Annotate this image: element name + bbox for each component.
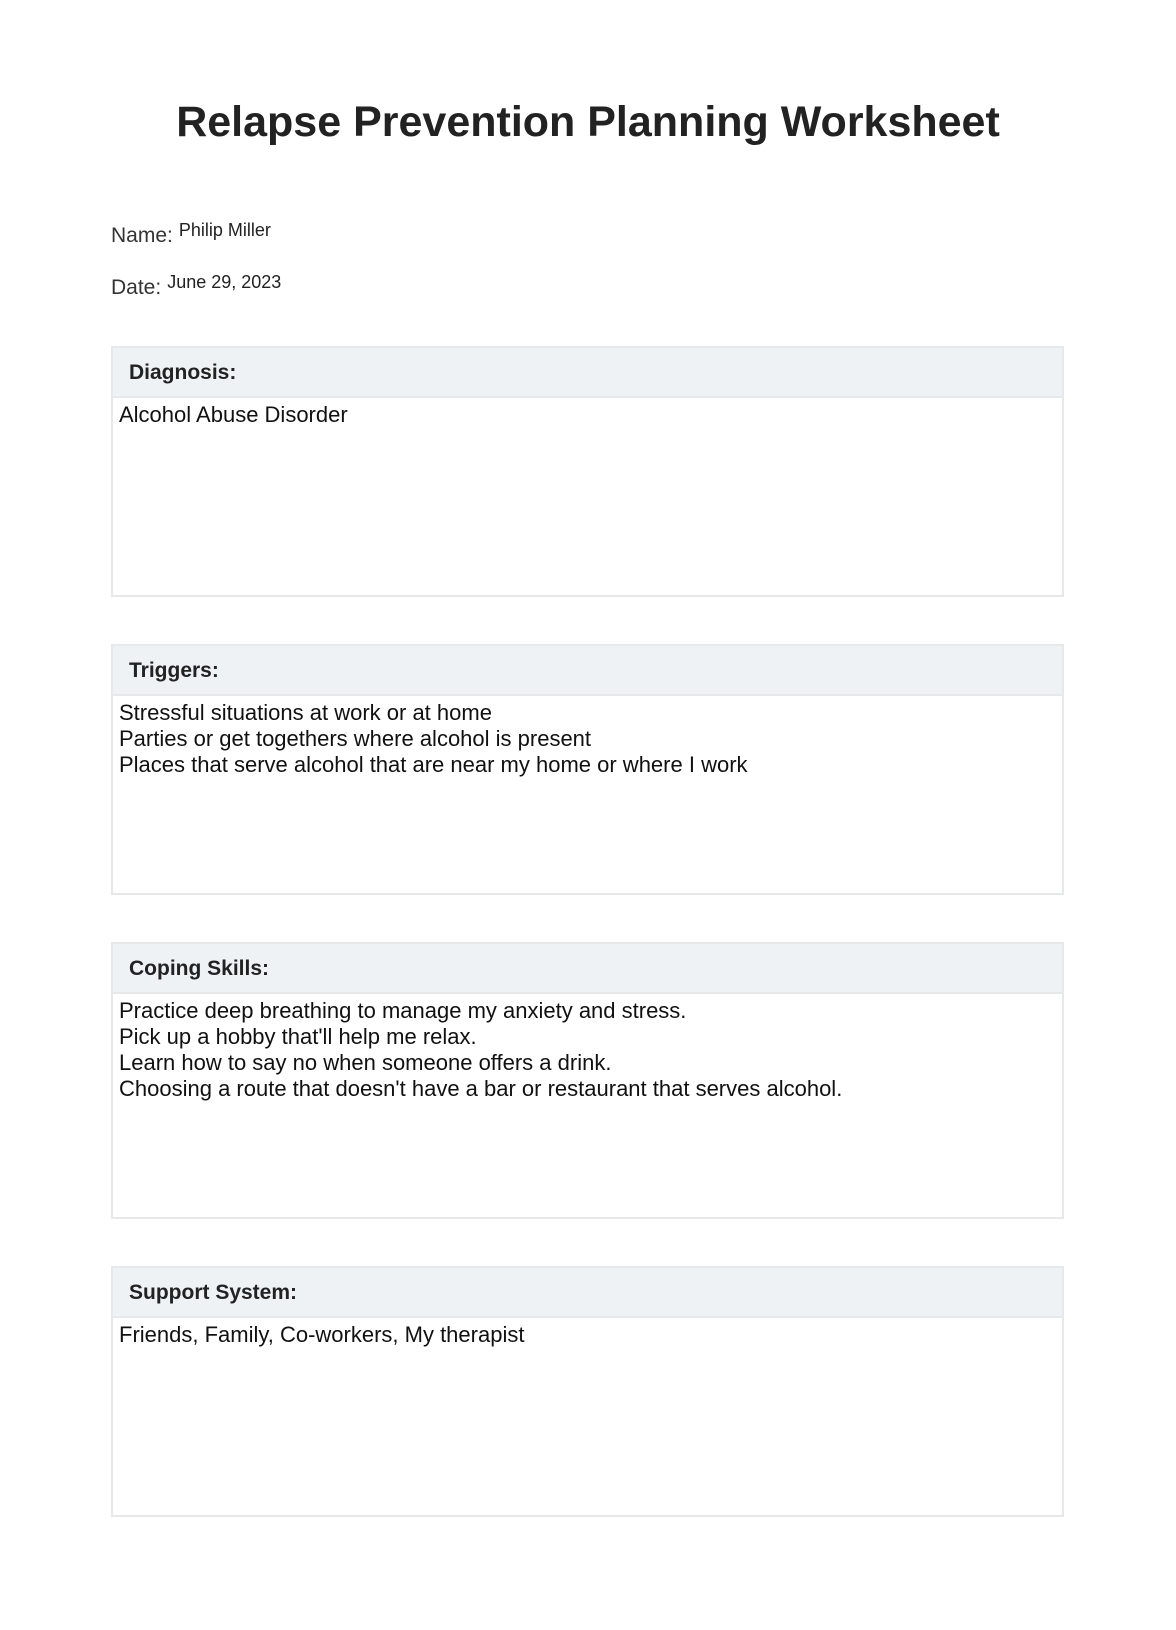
name-value[interactable]: Philip Miller [178, 220, 271, 240]
date-value[interactable]: June 29, 2023 [167, 272, 282, 292]
content-line: Parties or get togethers where alcohol is present [119, 726, 592, 751]
date-field [111, 272, 282, 300]
diagnosis-section [111, 346, 1064, 597]
content-line: Learn how to say no when someone offers a drink. [119, 1050, 612, 1075]
content-line: Friends, Family, Co-workers, My therapist [119, 1322, 525, 1347]
page-title: Relapse Prevention Planning Worksheet [176, 98, 1000, 146]
support-system-content[interactable] [113, 1318, 1062, 1352]
support-system-section [111, 1266, 1064, 1517]
triggers-content[interactable] [113, 696, 1062, 782]
name-label: Name: [111, 224, 173, 247]
triggers-section [111, 644, 1064, 895]
coping-skills-content[interactable] [113, 994, 1062, 1106]
content-line: Stressful situations at work or at home [119, 700, 492, 725]
section-header: Coping Skills: [113, 944, 1062, 994]
content-line: Places that serve alcohol that are near my home or where I work [119, 752, 748, 777]
content-line: Practice deep breathing to manage my anxiety and stress. [119, 998, 687, 1023]
content-line: Alcohol Abuse Disorder [119, 402, 348, 427]
section-header: Triggers: [113, 646, 1062, 696]
section-header: Support System: [113, 1268, 1062, 1318]
content-line: Choosing a route that doesn't have a bar or restaurant that serves alcohol. [119, 1076, 843, 1101]
content-line: Pick up a hobby that'll help me relax. [119, 1024, 477, 1049]
section-header: Diagnosis: [113, 348, 1062, 398]
coping-skills-section [111, 942, 1064, 1219]
name-field [111, 220, 271, 248]
diagnosis-content[interactable] [113, 398, 1062, 432]
date-label: Date: [111, 276, 162, 299]
